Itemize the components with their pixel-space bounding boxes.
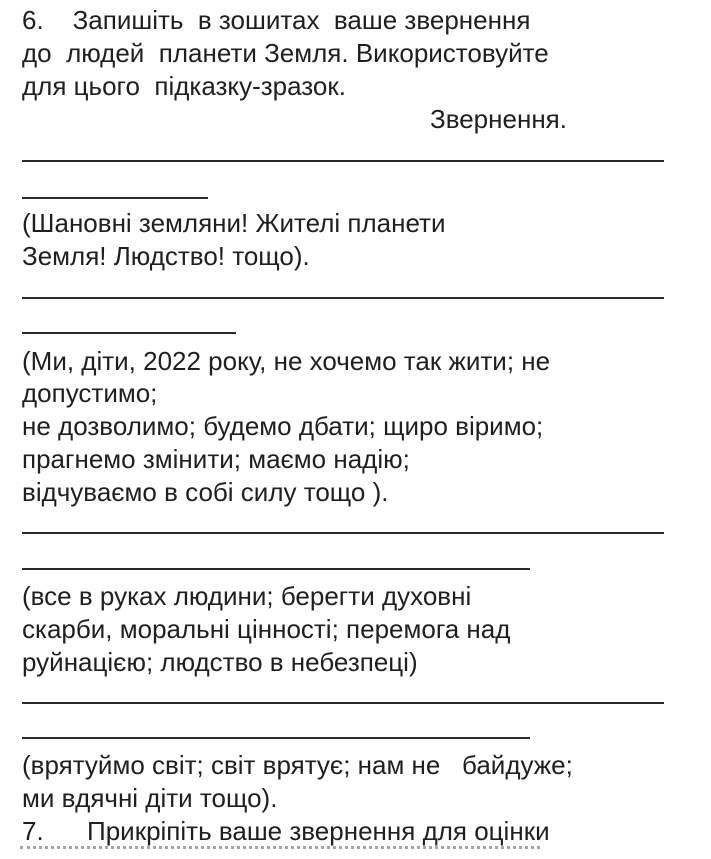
- hint-values-line-2: скарби, моральні цінності; перемога над: [22, 614, 511, 644]
- hint-intent-line-5: відчуваємо в собі силу тощо ).: [22, 477, 389, 507]
- answer-line: [22, 737, 530, 739]
- hint-greeting-line-2: Земля! Людство! тощо).: [22, 241, 310, 271]
- answer-line: [22, 197, 208, 199]
- hint-closing-line-1: (врятуймо світ; світ врятує; нам не байдуже;: [22, 750, 573, 780]
- hint-values-line-3: руйнацією; людство в небезпеці): [22, 647, 418, 677]
- task7-line-1: 7. Прикріпіть ваше звернення для оцінки: [22, 816, 550, 846]
- answer-line: [22, 297, 664, 299]
- hint-intent-line-1: (Ми, діти, 2022 року, не хочемо так жити; не: [22, 346, 551, 376]
- task6-line-1: 6. Запишіть в зошитах ваше звернення: [22, 5, 531, 35]
- heading-zvernennia: Звернення.: [430, 104, 567, 134]
- hint-greeting-line-1: (Шановні земляни! Жителі планети: [22, 208, 446, 238]
- hint-intent-line-2: допустимо;: [22, 378, 158, 408]
- answer-line: [22, 332, 236, 334]
- hint-values-line-1: (все в руках людини; берегти духовні: [22, 581, 472, 611]
- answer-line: [22, 160, 664, 162]
- hint-intent-line-3: не дозволимо; будемо дбати; щиро віримо;: [22, 411, 544, 441]
- answer-line: [22, 532, 664, 534]
- hint-intent-line-4: прагнемо змінити; маємо надію;: [22, 444, 410, 474]
- answer-line: [22, 568, 530, 570]
- task6-line-3: для цього підказку-зразок.: [22, 71, 346, 101]
- task6-line-2: до людей планети Земля. Використовуйте: [22, 38, 549, 68]
- hint-closing-line-2: ми вдячні діти тощо).: [22, 783, 278, 813]
- answer-line: [22, 702, 664, 704]
